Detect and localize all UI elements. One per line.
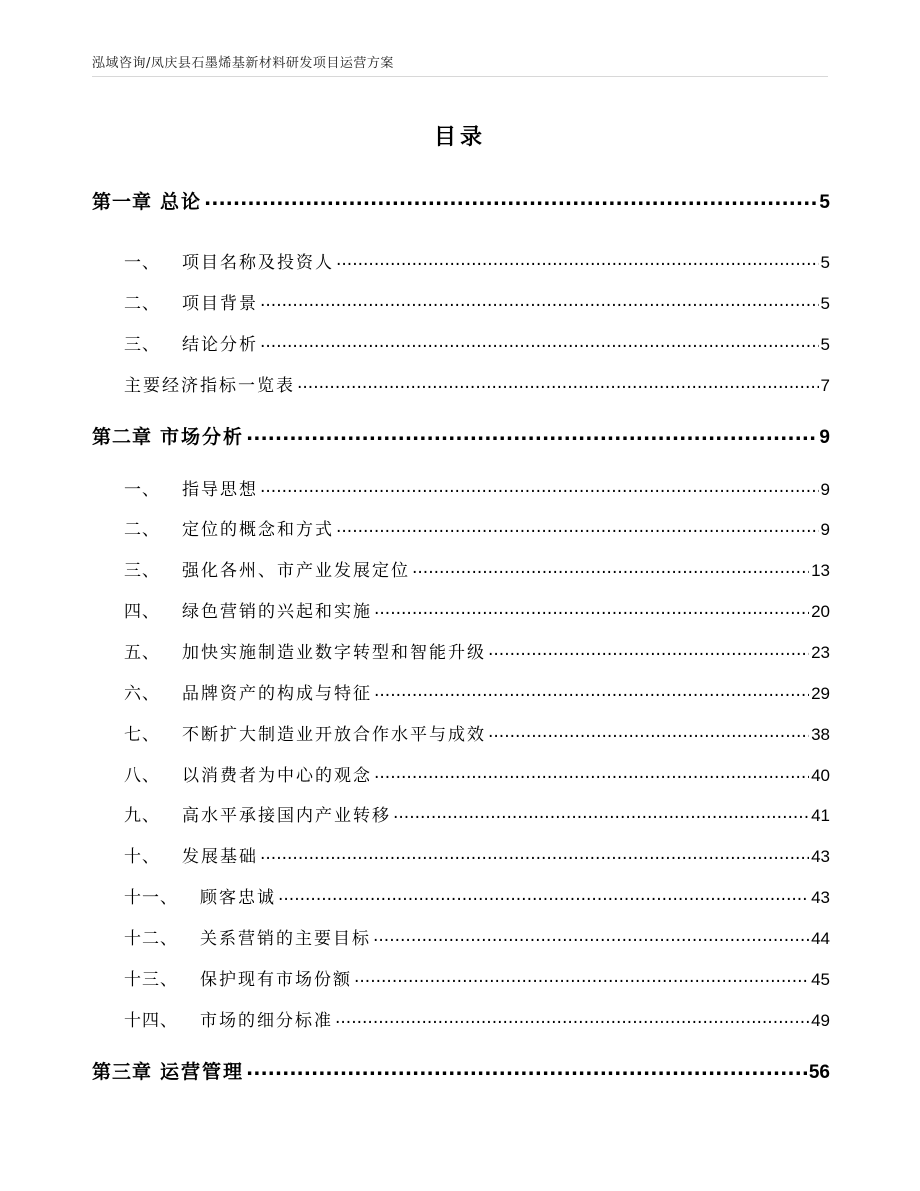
toc-entry-label: 强化各州、市产业发展定位 xyxy=(182,561,410,581)
toc-entry-label: 以消费者为中心的观念 xyxy=(182,766,372,786)
toc-page-number: 49 xyxy=(811,1011,830,1030)
toc-entry-number: 六、 xyxy=(124,684,160,704)
toc-section-entry[interactable] xyxy=(124,1006,830,1031)
toc-entry-number: 十四、 xyxy=(124,1011,178,1031)
toc-entry-number: 一、 xyxy=(124,253,160,273)
toc-entry-label: 项目名称及投资人 xyxy=(182,253,334,273)
toc-page-number: 43 xyxy=(811,888,830,907)
toc-entry-number: 四、 xyxy=(124,602,160,622)
toc-entry-label: 保护现有市场份额 xyxy=(200,970,352,990)
toc-entry-label: 发展基础 xyxy=(182,847,258,867)
toc-entry-number: 十三、 xyxy=(124,970,178,990)
toc-entry-label: 主要经济指标一览表 xyxy=(124,376,295,396)
toc-dot-leader xyxy=(246,1059,807,1078)
toc-dot-leader xyxy=(373,927,809,944)
toc-dot-leader xyxy=(354,968,809,985)
toc-chapter-entry[interactable] xyxy=(92,187,830,214)
toc-page-number: 38 xyxy=(811,725,830,744)
toc-page-number: 43 xyxy=(811,847,830,866)
toc-page-number: 44 xyxy=(811,929,830,948)
toc-section-entry[interactable] xyxy=(124,248,830,273)
toc-dot-leader xyxy=(260,292,819,309)
toc-entry-label: 结论分析 xyxy=(182,335,258,355)
toc-entry-number: 三、 xyxy=(124,561,160,581)
toc-dot-leader xyxy=(260,478,819,495)
toc-entry-label: 品牌资产的构成与特征 xyxy=(182,684,372,704)
toc-entry-label: 项目背景 xyxy=(182,294,258,314)
toc-entry-number: 五、 xyxy=(124,643,160,663)
toc-dot-leader xyxy=(335,1009,809,1026)
toc-entry-label: 运营管理 xyxy=(160,1061,245,1083)
toc-section-entry[interactable] xyxy=(124,289,830,314)
toc-dot-leader xyxy=(297,374,819,391)
toc-section-entry[interactable] xyxy=(124,761,830,786)
toc-section-entry[interactable] xyxy=(124,515,830,540)
toc-dot-leader xyxy=(260,333,819,350)
toc-entry-number: 第二章 xyxy=(92,426,153,448)
toc-page-number: 9 xyxy=(819,427,830,448)
toc-entry-number: 十、 xyxy=(124,847,160,867)
toc-entry-label: 定位的概念和方式 xyxy=(182,520,334,540)
toc-dot-leader xyxy=(374,600,809,617)
toc-entry-number: 二、 xyxy=(124,520,160,540)
toc-entry-number: 二、 xyxy=(124,294,160,314)
toc-entry-label: 指导思想 xyxy=(182,480,258,500)
toc-dot-leader xyxy=(260,845,809,862)
toc-entry-number: 一、 xyxy=(124,480,160,500)
toc-section-entry[interactable] xyxy=(124,330,830,355)
toc-section-entry[interactable] xyxy=(124,475,830,500)
toc-entry-number: 七、 xyxy=(124,725,160,745)
toc-page-number: 5 xyxy=(819,192,830,213)
toc-entry-number: 十一、 xyxy=(124,888,178,908)
toc-section-entry[interactable] xyxy=(124,842,830,867)
toc-section-entry[interactable] xyxy=(124,638,830,663)
toc-section-entry[interactable] xyxy=(124,801,830,826)
toc-entry-label: 绿色营销的兴起和实施 xyxy=(182,602,372,622)
toc-entry-number: 三、 xyxy=(124,335,160,355)
toc-page-number: 13 xyxy=(811,561,830,580)
toc-dot-leader xyxy=(336,251,819,268)
toc-section-entry[interactable] xyxy=(124,597,830,622)
toc-section-entry[interactable] xyxy=(124,556,830,581)
toc-entry-label: 不断扩大制造业开放合作水平与成效 xyxy=(182,725,486,745)
toc-entry-label: 市场分析 xyxy=(160,426,245,448)
toc-dot-leader xyxy=(488,723,809,740)
toc-section-entry[interactable] xyxy=(124,679,830,704)
toc-entry-label: 高水平承接国内产业转移 xyxy=(182,806,391,826)
toc-dot-leader xyxy=(204,189,817,208)
toc-page-number: 7 xyxy=(820,376,830,395)
toc-dot-leader xyxy=(374,764,809,781)
toc-entry-number: 十二、 xyxy=(124,929,178,949)
toc-entry-label: 市场的细分标准 xyxy=(200,1011,333,1031)
toc-dot-leader xyxy=(278,886,809,903)
running-header: 泓域咨询/凤庆县石墨烯基新材料研发项目运营方案 xyxy=(92,56,394,71)
toc-page-number: 9 xyxy=(820,520,830,539)
toc-chapter-entry[interactable] xyxy=(92,1057,830,1084)
toc-page-number: 23 xyxy=(811,643,830,662)
toc-entry-number: 八、 xyxy=(124,766,160,786)
header-divider xyxy=(92,76,828,77)
toc-page-number: 5 xyxy=(820,294,830,313)
toc-section-entry[interactable] xyxy=(124,720,830,745)
toc-chapter-entry[interactable] xyxy=(92,422,830,449)
toc-page-number: 45 xyxy=(811,970,830,989)
toc-entry-label: 加快实施制造业数字转型和智能升级 xyxy=(182,643,486,663)
toc-page-number: 20 xyxy=(811,602,830,621)
toc-dot-leader xyxy=(393,804,809,821)
toc-entry-label: 总论 xyxy=(160,191,203,213)
toc-entry-number: 第一章 xyxy=(92,191,153,213)
toc-dot-leader xyxy=(374,682,809,699)
toc-dot-leader xyxy=(488,641,809,658)
toc-page-number: 56 xyxy=(808,1062,830,1083)
toc-entry-label: 关系营销的主要目标 xyxy=(200,929,371,949)
toc-section-entry[interactable] xyxy=(124,924,830,949)
toc-entry-label: 顾客忠诚 xyxy=(200,888,276,908)
toc-section-entry[interactable] xyxy=(124,371,830,396)
toc-dot-leader xyxy=(246,424,817,443)
toc-dot-leader xyxy=(412,559,809,576)
toc-page-number: 40 xyxy=(811,766,830,785)
toc-page-number: 29 xyxy=(811,684,830,703)
toc-entry-number: 九、 xyxy=(124,806,160,826)
toc-page-number: 9 xyxy=(820,480,830,499)
toc-dot-leader xyxy=(336,518,819,535)
toc-section-entry[interactable] xyxy=(124,883,830,908)
toc-entry-number: 第三章 xyxy=(92,1061,153,1083)
toc-title: 目录 xyxy=(433,125,486,150)
toc-section-entry[interactable] xyxy=(124,965,830,990)
toc-page-number: 5 xyxy=(820,253,830,272)
toc-page-number: 41 xyxy=(811,806,830,825)
toc-page-number: 5 xyxy=(820,335,830,354)
